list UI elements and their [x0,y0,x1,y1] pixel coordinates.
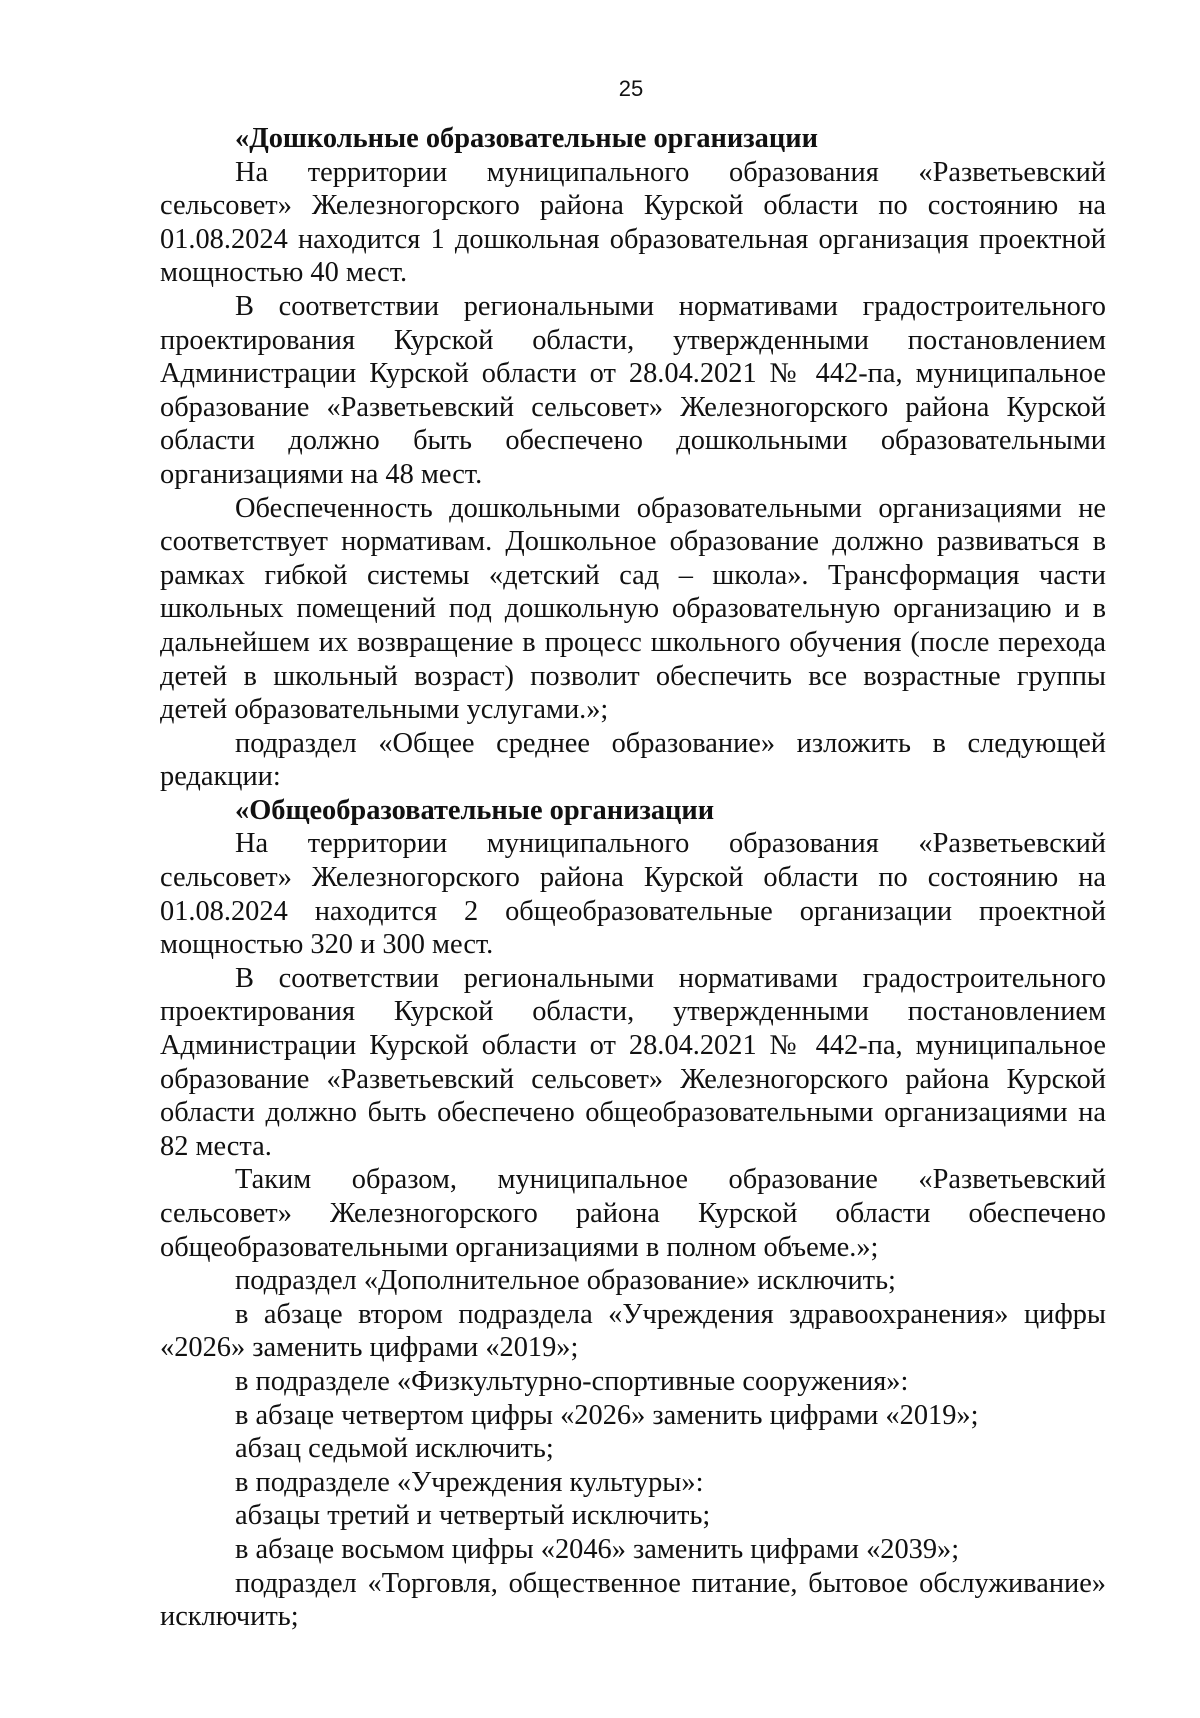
paragraph-amend-culture: в подразделе «Учреждения культуры»: [235,1466,704,1498]
paragraph-amend-culture-third-fourth: абзацы третий и четвертый исключить; [235,1500,711,1532]
paragraph-amend-culture-eighth: в абзаце восьмом цифры «2046» заменить цифрами «2039»; [235,1533,960,1565]
paragraph-amend-additional-education: подраздел «Дополнительное образование» исключить; [235,1265,896,1297]
section-heading-preschool: «Дошкольные образовательные организации [235,123,818,154]
paragraph-amend-sports-seventh: абзац седьмой исключить; [235,1433,554,1465]
paragraph-amend-sports-fourth: в абзаце четвертом цифры «2026» заменить цифрами «2019»; [235,1399,979,1431]
paragraph-amend-healthcare: в абзаце втором подраздела «Учреждения здравоохранения» цифры «2026» заменить цифрами «2019»; [160,1298,1106,1364]
paragraph-preschool-provision: Обеспеченность дошкольными образовательными организациями не соответствует нормативам. Дошкольное образование должно развиваться в рамках гибкой системы «детский сад – школа». Трансформация части школьных помещений под дошкольную образовательную организацию и в дальнейшем их возвращение в процесс школьного обучения (после перехода детей в школьный возраст) позволит обеспечить все возрастные группы детей образовательными услугами.»; [160,492,1106,726]
paragraph-schools-norms: В соответствии региональными нормативами градостроительного проектирования Курской области, утвержденными постановлением Администрации Курской области от 28.04.2021 № 442-па, муниципальное образование «Разветьевский сельсовет» Железногорского района Курской области должно быть обеспечено общеобразовательными организациями на 82 места. [160,962,1106,1162]
paragraph-schools-capacity: На территории муниципального образования «Разветьевский сельсовет» Железногорского района Курской области по состоянию на 01.08.2024 находится 2 общеобразовательные организации проектной мощностью 320 и 300 мест. [160,828,1106,961]
paragraph-preschool-capacity: На территории муниципального образования «Разветьевский сельсовет» Железногорского района Курской области по состоянию на 01.08.2024 находится 1 дошкольная образовательная организация проектной мощностью 40 мест. [160,156,1106,289]
paragraph-amend-trade: подраздел «Торговля, общественное питание, бытовое обслуживание» исключить; [160,1567,1106,1633]
paragraph-schools-conclusion: Таким образом, муниципальное образование «Разветьевский сельсовет» Железногорского района Курской области обеспечено общеобразовательными организациями в полном объеме.»; [160,1164,1106,1263]
section-heading-general-education: «Общеобразовательные организации [235,794,715,826]
paragraph-preschool-norms: В соответствии региональными нормативами градостроительного проектирования Курской области, утвержденными постановлением Администрации Курской области от 28.04.2021 № 442-па, муниципальное образование «Разветьевский сельсовет» Железногорского района Курской области должно быть обеспечено дошкольными образовательными организациями на 48 мест. [160,290,1106,490]
document-body [160,122,1106,1634]
paragraph-amend-sports: в подразделе «Физкультурно-спортивные сооружения»: [235,1365,909,1397]
paragraph-amend-general-education: подраздел «Общее среднее образование» изложить в следующей редакции: [160,727,1106,793]
page-number: 25 [618,76,644,101]
